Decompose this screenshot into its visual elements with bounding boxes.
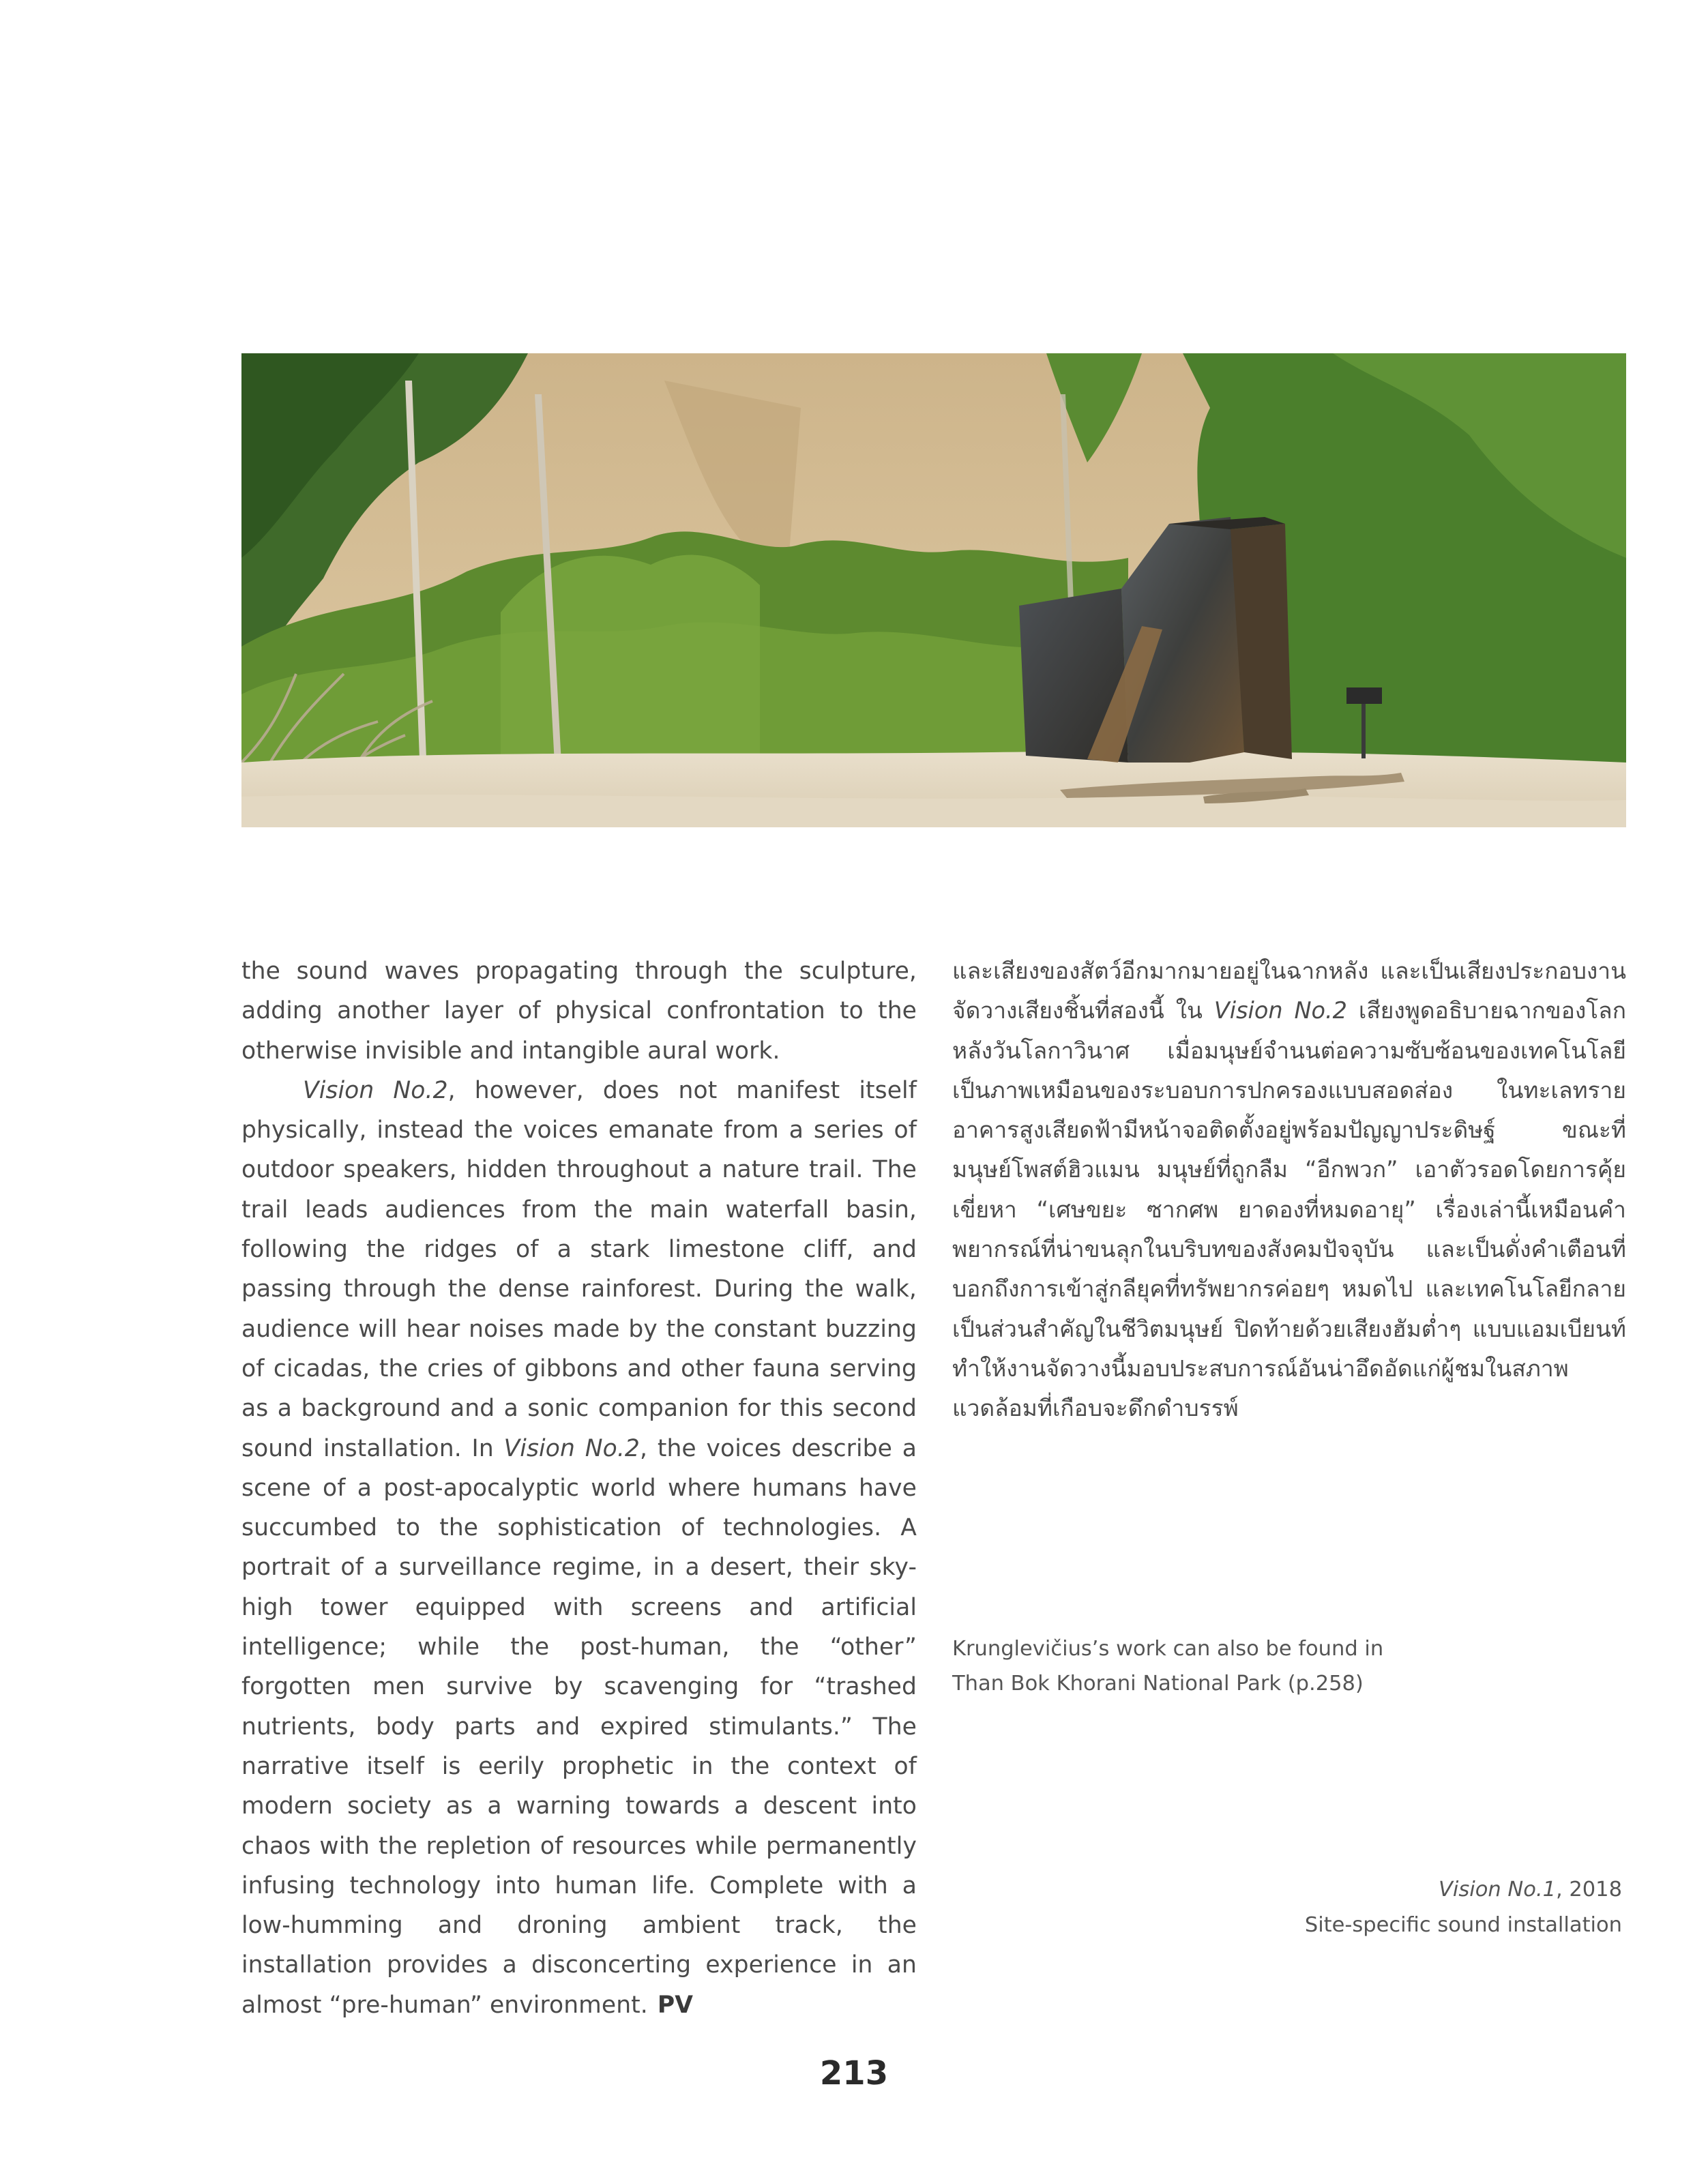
caption-medium: Site-specific sound installation <box>1304 1913 1622 1937</box>
paragraph-2-text-a: , however, does not manifest itself physically, instead the voices emanate from a series of outdoor speakers, hidden throughout a nature trail. The trail leads audiences from the main waterfall basin, following the ridges of a stark limestone cliff, and passing through the dense rainforest. During the walk, audience will hear noises made by the constant buzzing of cicadas, the cries of gibbons and other fauna serving as a background and a sonic companion for this second sound installation. In <box>241 1076 917 1462</box>
paragraph-2-text-b: , the voices describe a scene of a post-apocalyptic world where humans have succumbed to the sophistication of technologies. A portrait of a surveillance regime, in a desert, their sky-high tower equipped with screens and artificial intelligence; while the post-human, the “other” forgotten men survive by scavenging for “trashed nutrients, body parts and expired stimulants.” The narrative itself is eerily prophetic in the context of modern society as a warning towards a descent into chaos with the repletion of resources while permanently infusing technology into human life. Complete with a low-humming and droning ambient track, the installation provides a disconcerting experience in an almost “pre-human” environment. <box>241 1434 917 2019</box>
thai-text-a: และเสียงของสัตว์อีกมากมายอยู่ในฉากหลัง และเป็นเสียงประกอบงานจัดวางเสียงชิ้นที่สองนี้ ใน <box>952 958 1626 1024</box>
thai-paragraph <box>952 951 1626 1429</box>
article-english-column <box>241 951 917 2025</box>
photo-illustration <box>241 353 1626 827</box>
page-number: 213 <box>819 2054 889 2092</box>
note-line-2: Than Bok Khorani National Park (p.258) <box>952 1672 1364 1696</box>
paragraph-1: the sound waves propagating through the sculpture, adding another layer of physical confrontation to the otherwise invisible and intangible aural work. <box>241 958 917 1065</box>
photo-vision-no1 <box>241 353 1626 827</box>
caption-title: Vision No.1 <box>1439 1878 1556 1902</box>
note-line-1: Krunglevičius’s work can also be found in <box>952 1637 1384 1661</box>
related-location-note <box>952 1631 1566 1701</box>
artwork-title: Vision No.2 <box>303 1076 448 1104</box>
author-initials: PV <box>657 1991 694 2019</box>
thai-text-b: เสียงพูดอธิบายฉากของโลกหลังวันโลกาวินาศ เมื่อมนุษย์จำนนต่อความซับซ้อนของเทคโนโลยี เป็นภาพเหมือนของระบอบการปกครองแบบสอดส่อง ในทะเลทราย อาคารสูงเสียดฟ้ามีหน้าจอติดตั้งอยู่พร้อมปัญญาประดิษฐ์ ขณะที่มนุษย์โพสต์ฮิวแมน มนุษย์ที่ถูกลืม “อีกพวก” เอาตัวรอดโดยการคุ้ยเขี่ยหา “เศษขยะ ซากศพ ยาดองที่หมดอายุ” เรื่องเล่านี้เหมือนคำพยากรณ์ที่น่าขนลุกในบริบทของสังคมปัจจุบัน และเป็นดั่งคำเตือนที่บอกถึงการเข้าสู่กลียุคที่ทรัพยากรค่อยๆ หมดไป และเทคโนโลยีกลายเป็นส่วนสำคัญในชีวิตมนุษย์ ปิดท้ายด้วยเสียงฮัมต่ำๆ แบบแอมเบียนท์ ทำให้งานจัดวางนี้มอบประสบการณ์อันน่าอึดอัดแก่ผู้ชมในสภาพแวดล้อมที่เกือบจะดึกดำบรรพ์ <box>952 997 1626 1422</box>
article-thai-column <box>952 951 1626 1429</box>
artwork-title: Vision No.2 <box>503 1434 640 1462</box>
paragraph-2 <box>241 1071 917 2025</box>
photo-caption <box>1076 1872 1622 1943</box>
caption-year: , 2018 <box>1555 1878 1622 1902</box>
caption-title-line <box>1076 1872 1622 1908</box>
artwork-title: Vision No.2 <box>1213 997 1347 1024</box>
